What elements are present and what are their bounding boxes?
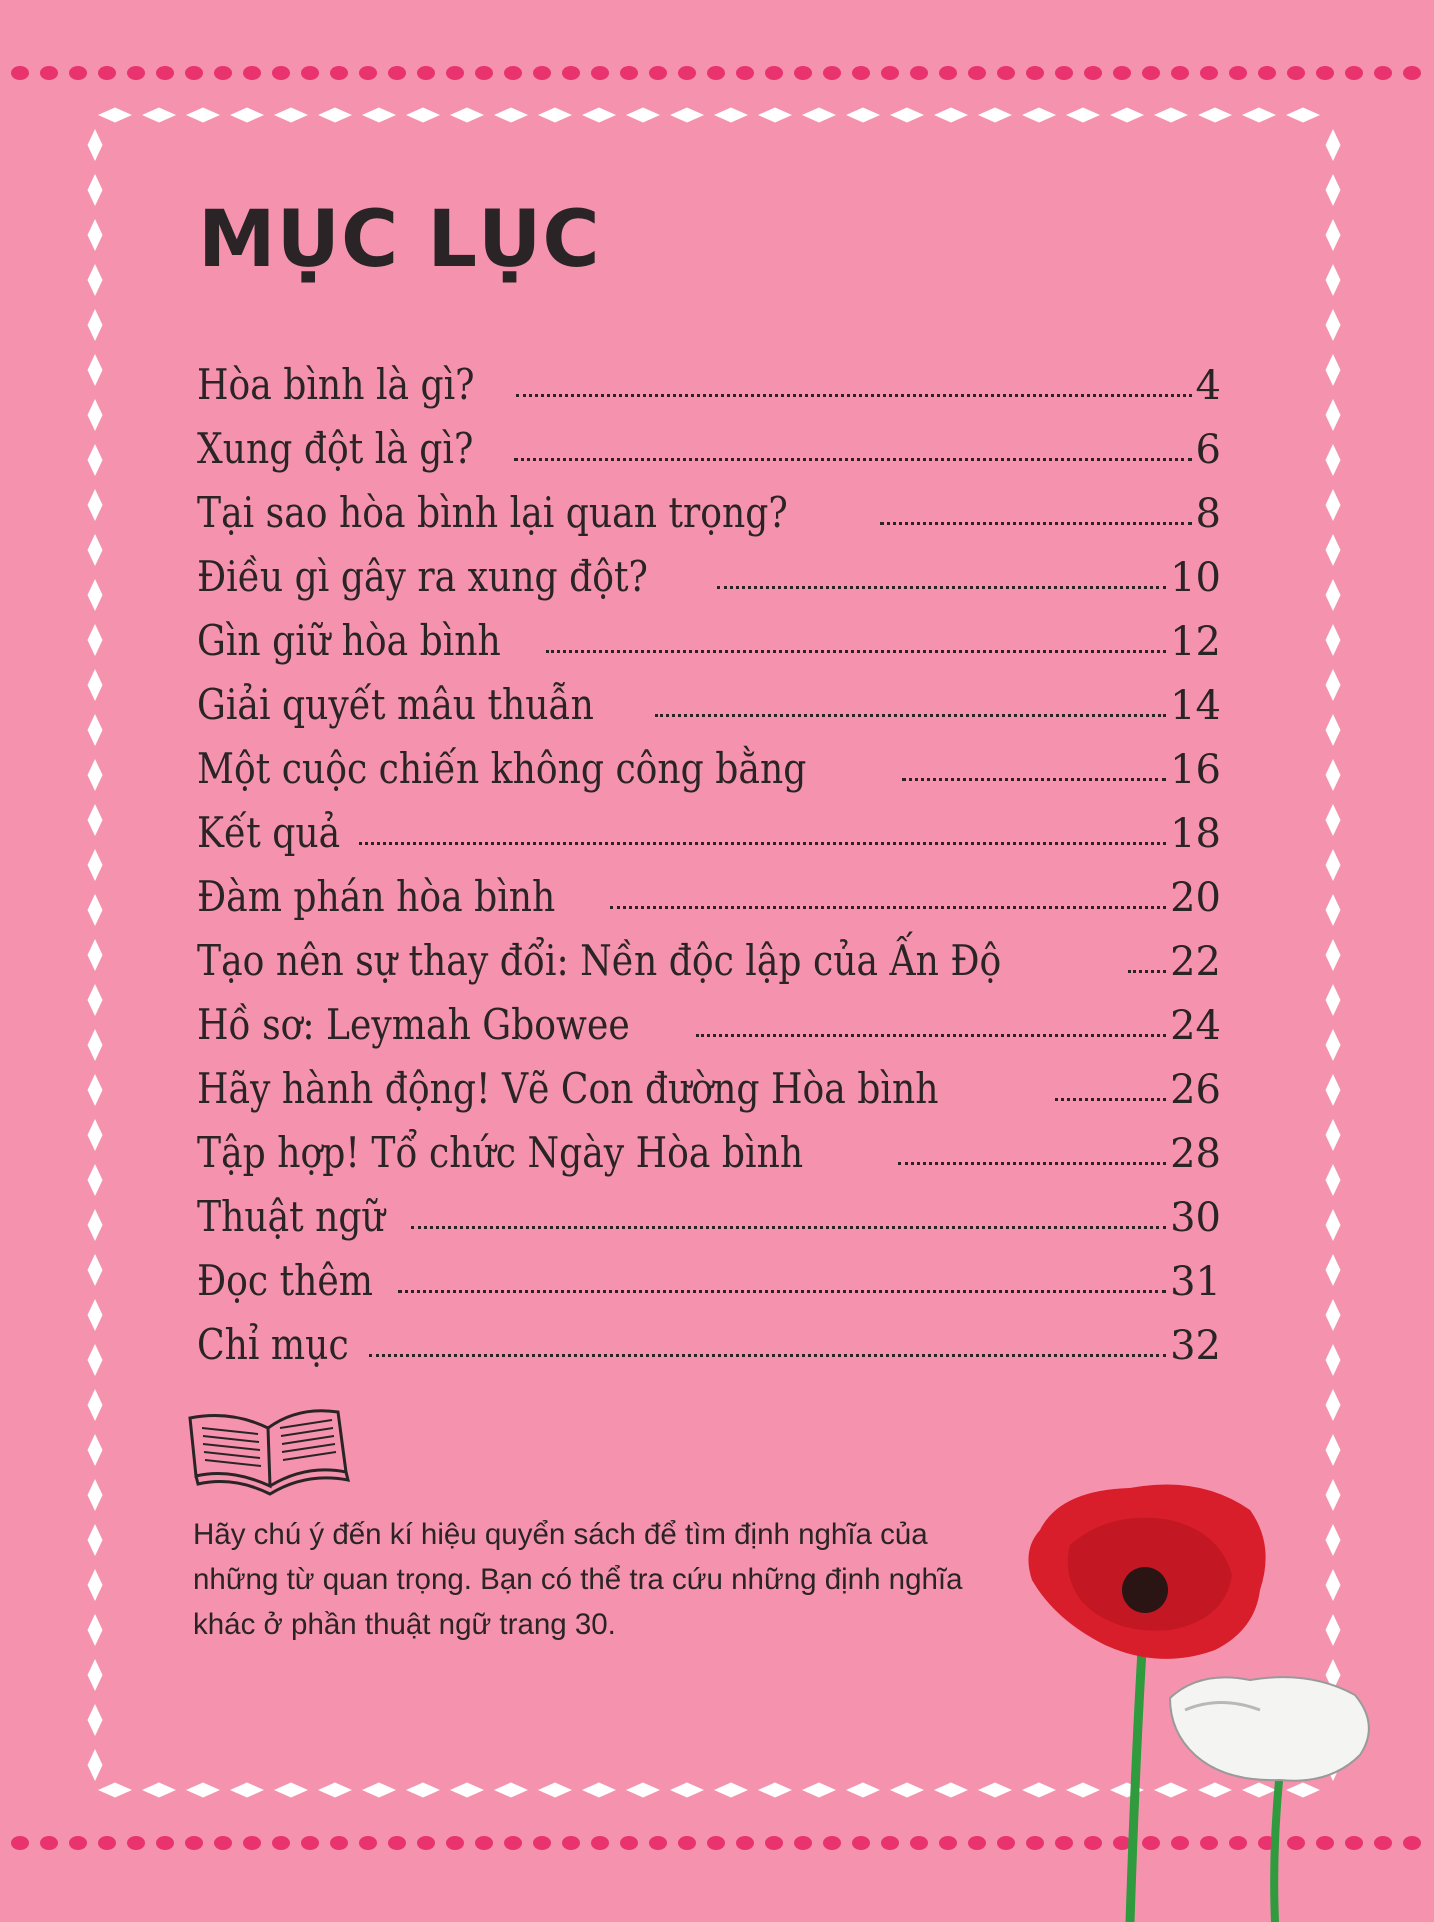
toc-entry[interactable] xyxy=(197,598,1221,665)
toc-entry-label: Xung đột là gì? xyxy=(197,424,474,473)
toc-entry-label: Kết quả xyxy=(197,808,341,857)
toc-entry-label: Chỉ mục xyxy=(197,1320,349,1369)
toc-dot-leader xyxy=(514,458,1191,461)
toc-dot-leader xyxy=(1128,970,1166,973)
toc-dot-leader xyxy=(546,650,1166,653)
toc-page-number: 18 xyxy=(1170,811,1221,857)
toc-page-number: 10 xyxy=(1170,555,1221,601)
toc-entry-label: Hãy hành động! Vẽ Con đường Hòa bình xyxy=(197,1064,939,1113)
toc-entry[interactable] xyxy=(197,342,1221,409)
toc-entry[interactable] xyxy=(197,790,1221,857)
toc-entry[interactable] xyxy=(197,662,1221,729)
toc-page-number: 8 xyxy=(1195,491,1221,537)
toc-entry[interactable] xyxy=(197,534,1221,601)
page-title: MỤC LỤC xyxy=(198,195,601,285)
toc-entry[interactable] xyxy=(197,982,1221,1049)
toc-entry[interactable] xyxy=(197,1302,1221,1369)
toc-page-number: 20 xyxy=(1170,875,1221,921)
toc-entry[interactable] xyxy=(197,1110,1221,1177)
toc-dot-leader xyxy=(898,1162,1166,1165)
toc-page-number: 16 xyxy=(1170,747,1221,793)
toc-page-number: 12 xyxy=(1170,619,1221,665)
toc-entry-label: Hòa bình là gì? xyxy=(197,360,475,409)
toc-entry-label: Hồ sơ: Leymah Gbowee xyxy=(197,1000,630,1049)
toc-entry-label: Đọc thêm xyxy=(197,1256,374,1305)
toc-entry-label: Gìn giữ hòa bình xyxy=(197,616,501,665)
toc-dot-leader xyxy=(369,1354,1166,1357)
toc-entry-label: Thuật ngữ xyxy=(197,1192,385,1241)
toc-entry[interactable] xyxy=(197,470,1221,537)
toc-dot-leader xyxy=(398,1290,1166,1293)
toc-dot-leader xyxy=(411,1226,1166,1229)
toc-entry[interactable] xyxy=(197,1174,1221,1241)
toc-page-number: 30 xyxy=(1170,1195,1221,1241)
toc-page-number: 14 xyxy=(1170,683,1221,729)
toc-entry-label: Tập hợp! Tổ chức Ngày Hòa bình xyxy=(197,1128,804,1177)
toc-entry[interactable] xyxy=(197,726,1221,793)
toc-entry[interactable] xyxy=(197,854,1221,921)
toc-entry[interactable] xyxy=(197,1046,1221,1113)
toc-dot-leader xyxy=(359,842,1166,845)
table-of-contents xyxy=(197,342,1221,1369)
toc-entry[interactable] xyxy=(197,406,1221,473)
toc-entry[interactable] xyxy=(197,918,1221,985)
toc-dot-leader xyxy=(610,906,1166,909)
toc-dot-leader xyxy=(655,714,1167,717)
toc-page-number: 26 xyxy=(1170,1067,1221,1113)
poppy-flowers-illustration xyxy=(1010,1470,1390,1922)
toc-page-number: 24 xyxy=(1170,1003,1221,1049)
toc-page-number: 28 xyxy=(1170,1131,1221,1177)
toc-entry-label: Giải quyết mâu thuẫn xyxy=(197,680,594,729)
toc-page-number: 22 xyxy=(1170,939,1221,985)
toc-page-number: 4 xyxy=(1195,363,1221,409)
toc-entry-label: Tạo nên sự thay đổi: Nền độc lập của Ấn Độ xyxy=(197,936,1002,985)
toc-dot-leader xyxy=(696,1034,1166,1037)
toc-dot-leader xyxy=(516,394,1192,397)
toc-dot-leader xyxy=(1055,1098,1166,1101)
toc-entry-label: Tại sao hòa bình lại quan trọng? xyxy=(197,488,788,537)
toc-dot-leader xyxy=(880,522,1192,525)
dotted-line-top xyxy=(11,66,1421,80)
toc-entry-label: Một cuộc chiến không công bằng xyxy=(197,744,807,793)
toc-page-number: 32 xyxy=(1170,1323,1221,1369)
toc-page-number: 31 xyxy=(1170,1259,1221,1305)
toc-dot-leader xyxy=(902,778,1167,781)
open-book-icon xyxy=(186,1398,356,1503)
toc-page-number: 6 xyxy=(1195,427,1221,473)
toc-dot-leader xyxy=(717,586,1166,589)
toc-entry-label: Điều gì gây ra xung đột? xyxy=(197,552,648,601)
toc-entry-label: Đàm phán hòa bình xyxy=(197,872,556,921)
toc-entry[interactable] xyxy=(197,1238,1221,1305)
glossary-note: Hãy chú ý đến kí hiệu quyển sách để tìm định nghĩa của những từ quan trọng. Bạn có thể tra cứu những định nghĩa khác ở phần thuật ngữ trang 30. xyxy=(193,1518,963,1641)
